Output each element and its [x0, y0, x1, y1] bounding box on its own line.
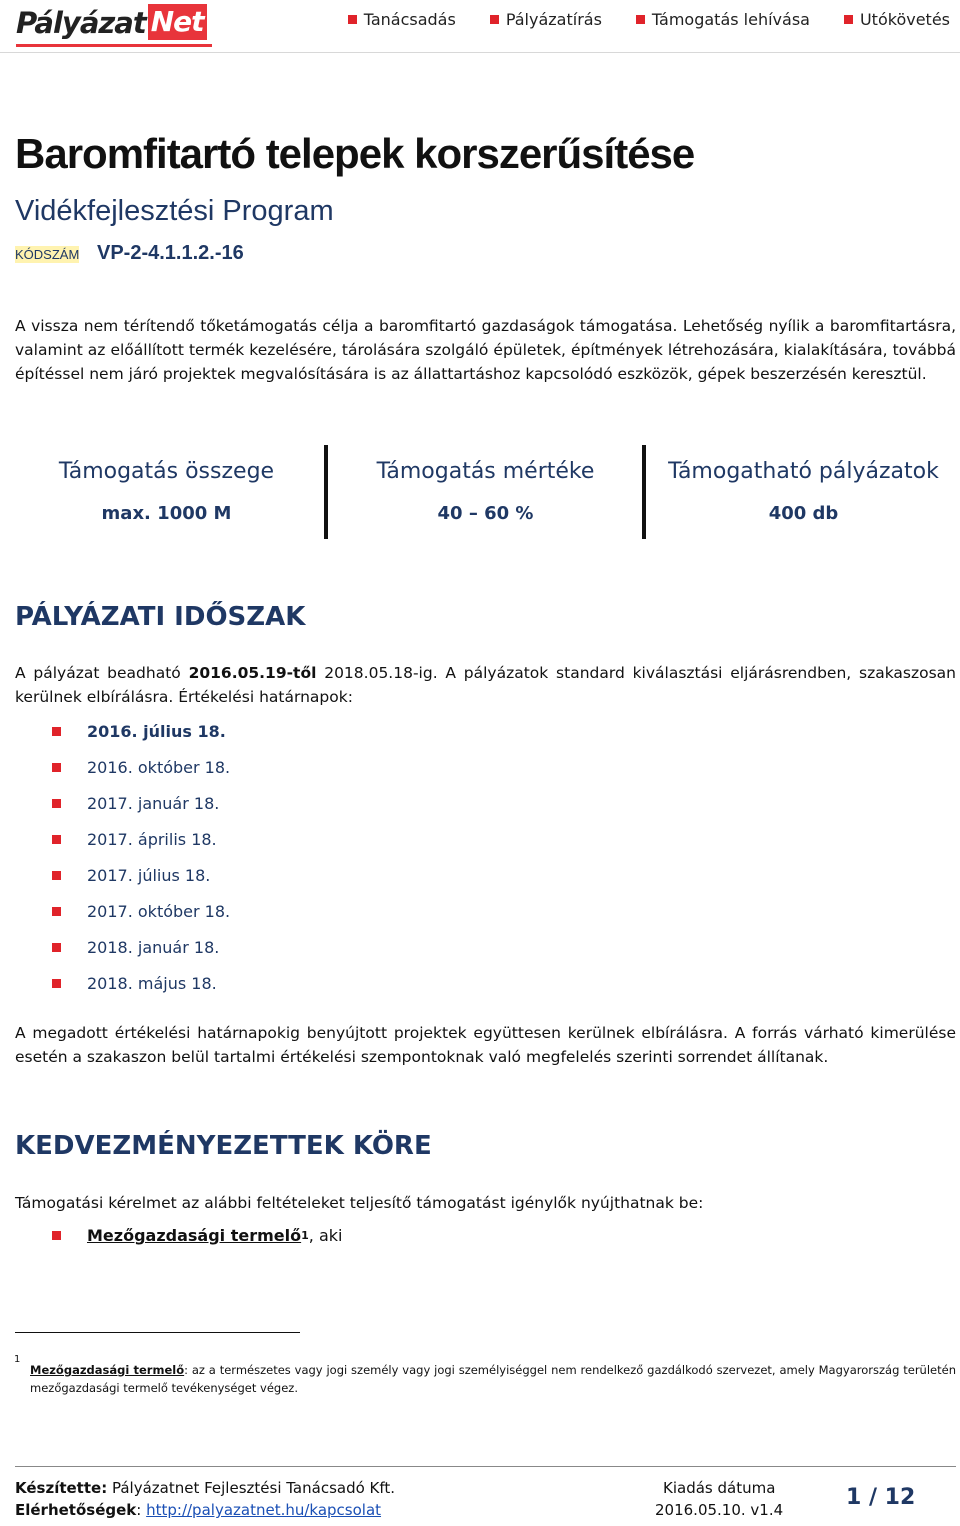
footnote-text [30, 1361, 956, 1397]
page-subtitle: Vidékfejlesztési Program [15, 195, 334, 227]
page-number: 1 / 12 [846, 1485, 916, 1510]
logo-box: Net [148, 4, 207, 40]
nav-item-palyazatiras[interactable] [490, 10, 602, 29]
footer-divider [15, 1466, 956, 1467]
beneficiary-rest: , aki [308, 1226, 343, 1245]
bullet-square-icon [52, 907, 61, 916]
footnote-ref[interactable]: 1 [301, 1229, 309, 1242]
logo-text: Pályázat [16, 6, 146, 40]
stat-value-amount: max. 1000 M [101, 503, 232, 524]
footer-made-by-label: Készítette: [15, 1479, 108, 1497]
code-value: VP-2-4.1.1.2.-16 [97, 242, 244, 264]
list-item: 2018. január 18. [52, 938, 219, 957]
footnote-term: Mezőgazdasági termelő [30, 1363, 185, 1377]
footer-made-by-value: Pályázatnet Fejlesztési Tanácsadó Kft. [107, 1479, 396, 1497]
beneficiary-term: Mezőgazdasági termelő [87, 1226, 302, 1245]
list-item: 2016. október 18. [52, 758, 230, 777]
logo-underline [16, 44, 212, 47]
footer-contact-label: Elérhetőségek [15, 1501, 137, 1519]
bullet-square-icon [52, 943, 61, 952]
bullet-square-icon [52, 979, 61, 988]
code-label: KÓDSZÁM [15, 247, 80, 262]
list-item: 2018. május 18. [52, 974, 217, 993]
footnote-divider [15, 1332, 300, 1333]
beneficiaries-paragraph: Támogatási kérelmet az alábbi feltételeket teljesítő támogatást igénylők nyújthatnak be: [15, 1194, 704, 1212]
page-header [0, 0, 960, 53]
bullet-square-icon [52, 727, 61, 736]
footer-made-by [15, 1479, 395, 1497]
period-text-prefix: A pályázat beadható [15, 664, 189, 682]
period-paragraph [15, 661, 956, 709]
stat-value-rate: 40 – 60 % [437, 503, 534, 524]
bullet-square-icon [52, 871, 61, 880]
nav-label: Tanácsadás [363, 10, 456, 29]
bullet-square-icon [52, 763, 61, 772]
section-heading-beneficiaries: KEDVEZMÉNYEZETTEK KÖRE [15, 1131, 432, 1161]
nav-label: Pályázatírás [505, 10, 602, 29]
stat-label-count: Támogatható pályázatok [668, 459, 939, 484]
nav-label: Támogatás lehívása [651, 10, 810, 29]
list-item: 2016. július 18. [52, 722, 226, 741]
stat-label-rate: Támogatás mértéke [376, 459, 595, 484]
footer-issue-label: Kiadás dátuma [663, 1479, 776, 1497]
stat-label-amount: Támogatás összege [58, 459, 275, 484]
list-item: 2017. július 18. [52, 866, 210, 885]
bullet-square-icon [52, 1231, 61, 1240]
contact-link[interactable]: http://palyazatnet.hu/kapcsolat [146, 1501, 382, 1519]
section-heading-period: PÁLYÁZATI IDŐSZAK [15, 602, 306, 632]
period-closing-paragraph: A megadott értékelési határnapokig benyújtott projektek együttesen kerülnek elbírálásra. A forrás várható kimerülése esetén a szakaszon belül tartalmi értékelési szempontoknak való megfelelés szerinti sorrendet állítanak. [15, 1024, 956, 1066]
bullet-square-icon [52, 799, 61, 808]
list-item: 2017. október 18. [52, 902, 230, 921]
nav-item-utokovetes[interactable] [844, 10, 950, 29]
intro-paragraph: A vissza nem térítendő tőketámogatás célja a baromfitartó gazdaságok támogatása. Lehetőség nyílik a baromfitartásra, valamint az előállított termék kezelésére, tárolására szolgáló épületek, építmények létrehozására, kialakítására, továbbá építéssel nem járó projektek megvalósítására is az állattartáshoz kapcsolódó eszközök, gépek beszerzésén keresztül. [15, 317, 956, 383]
bullet-square-icon [348, 15, 357, 24]
site-logo[interactable] [16, 2, 207, 40]
bullet-square-icon [844, 15, 853, 24]
nav-label: Utókövetés [859, 10, 950, 29]
footer-issue-value: 2016.05.10. v1.4 [655, 1501, 784, 1519]
nav-item-tanacsadas[interactable] [348, 10, 456, 29]
period-text-suffix: 2018.05.18-ig. A pályázatok standard kiválasztási eljárásrendben, szakaszosan kerülnek elbírálásra. Értékelési határnapok: [15, 664, 956, 706]
nav-item-tamogatas-lehivasa[interactable] [636, 10, 810, 29]
period-start-date: 2016.05.19-től [188, 664, 317, 682]
page-title: Baromfitartó telepek korszerűsítése [15, 130, 695, 177]
list-item [52, 1226, 342, 1245]
footnote-number: 1 [14, 1354, 21, 1365]
footer-contact: Elérhetőségek: http://palyazatnet.hu/kapcsolat [15, 1501, 382, 1519]
list-item: 2017. január 18. [52, 794, 219, 813]
bullet-square-icon [52, 835, 61, 844]
stat-value-count: 400 db [768, 503, 839, 524]
bullet-square-icon [636, 15, 645, 24]
bullet-square-icon [490, 15, 499, 24]
footnote-body: : az a természetes vagy jogi személy vagy jogi személyiséggel nem rendelkező gazdálkodó szervezet, amely Magyarország területén mezőgazdasági termelő tevékenységet végez. [30, 1363, 956, 1395]
main-nav [348, 10, 950, 29]
list-item: 2017. április 18. [52, 830, 217, 849]
